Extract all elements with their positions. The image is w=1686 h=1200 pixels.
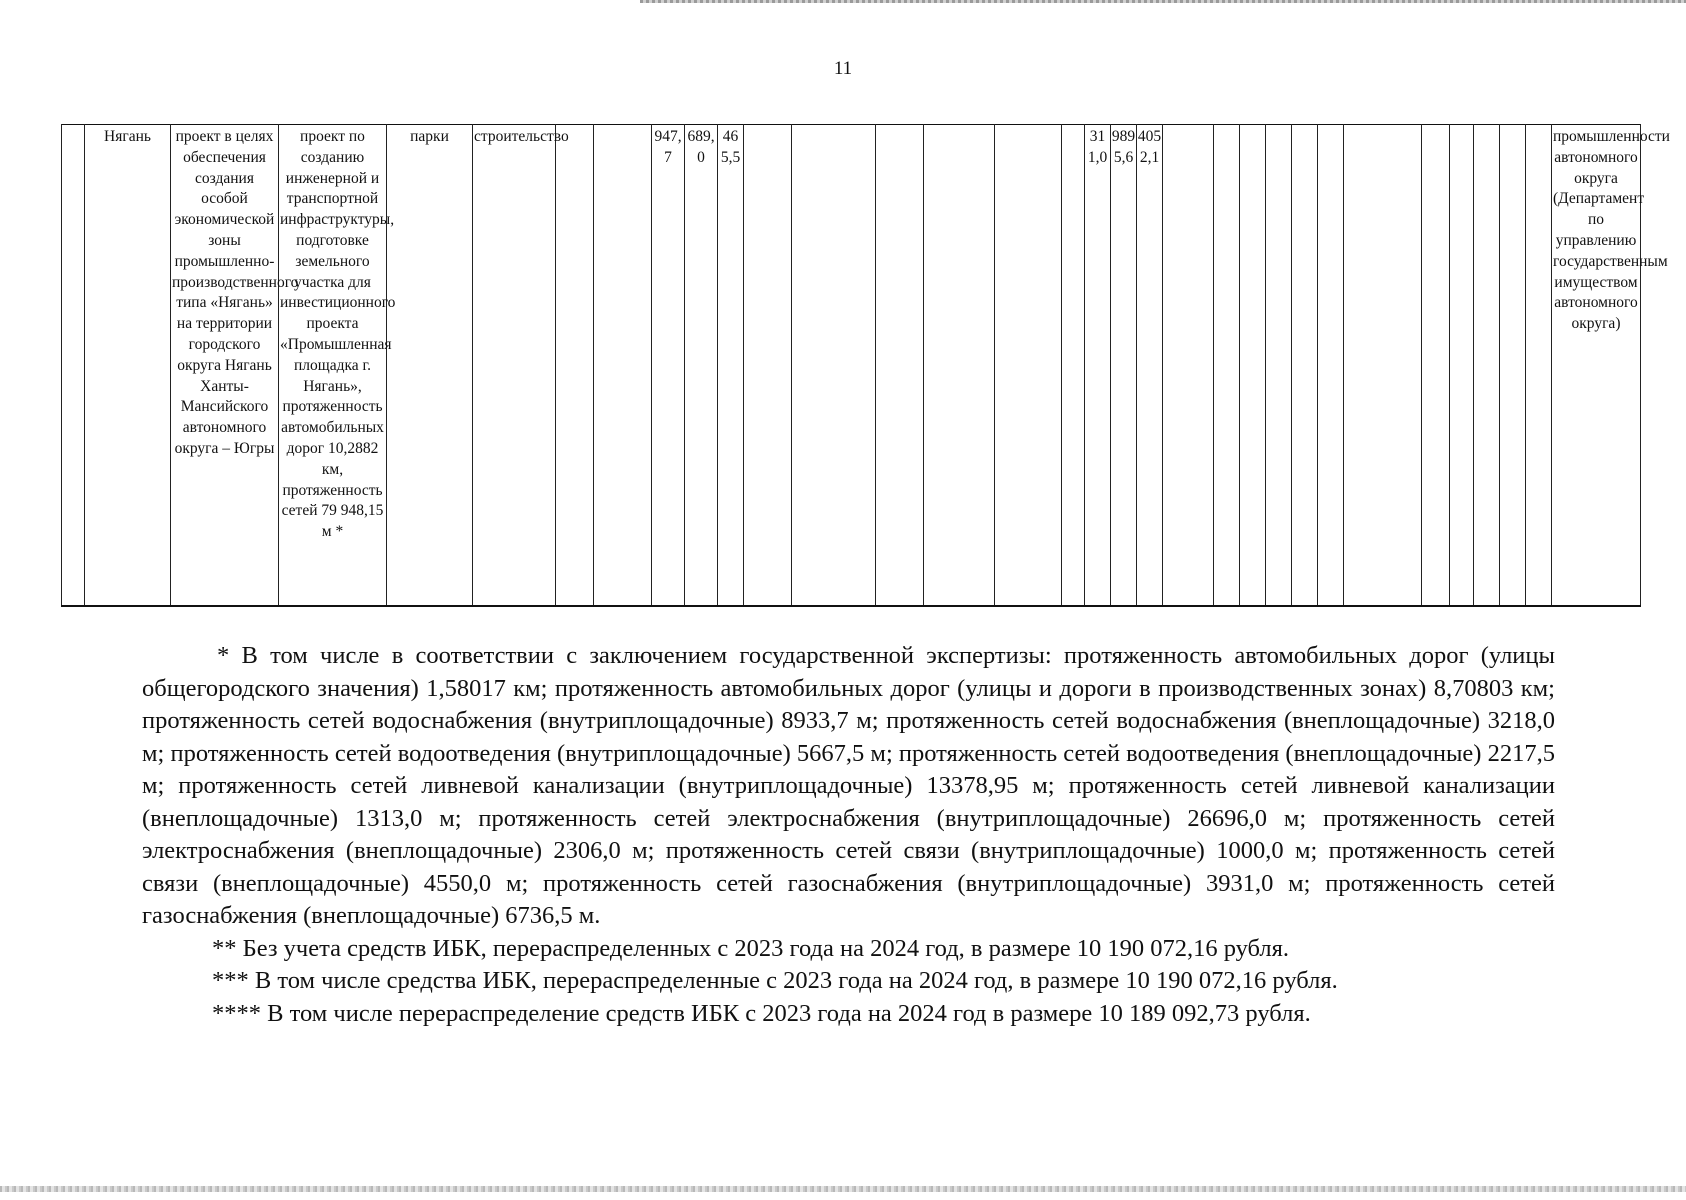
cell-value-a: 947,7 [652,125,685,607]
table-cell-empty [1422,125,1450,607]
cell-category: парки [387,125,473,607]
table-cell-empty [1214,125,1240,607]
table-cell-empty [1266,125,1292,607]
cell-project-goal: проект в целях обеспечения создания особой экономической зоны промышленно-производственного типа «Нягань» на территории городского округа Нягань Ханты-Мансийского автономного округа – Югры [171,125,279,607]
table-cell-empty [1450,125,1474,607]
table-cell-empty [1474,125,1500,607]
table-cell-empty [594,125,652,607]
table-cell-empty [1292,125,1318,607]
table-cell-empty [1526,125,1552,607]
footnote-length-details: * В том числе в соответствии с заключением государственной экспертизы: протяженность автомобильных дорог (улицы общегородского значения) 1,58017 км; протяженность автомобильных дорог (улицы и дороги в производственных зонах) 8,70803 км; протяженность сетей водоснабжения (внутриплощадочные) 8933,7 м; протяженность сетей водоснабжения (внеплощадочные) 3218,0 м; протяженность сетей водоотведения (внутриплощадочные) 5667,5 м; протяженность сетей водоотведения (внеплощадочные) 2217,5 м; протяженность сетей ливневой канализации (внутриплощадочные) 13378,95 м; протяженность сетей ливневой канализации (внеплощадочные) 1313,0 м; протяженность сетей электроснабжения (внутриплощадочные) 26696,0 м; протяженность сетей электроснабжения (внеплощадочные) 2306,0 м; протяженность сетей связи (внутриплощадочные) 1000,0 м; протяженность сетей связи (внеплощадочные) 4550,0 м; протяженность сетей газоснабжения (внутриплощадочные) 3931,0 м; протяженность сетей газоснабжения (внеплощадочные) 6736,5 м. [142,642,1555,929]
page-number: 11 [833,58,853,79]
footnote-ibk-included: *** В том числе средства ИБК, перераспределенные с 2023 года на 2024 год, в размере 10 190 072,16 рубля. [212,967,1338,994]
table-cell-empty [1500,125,1526,607]
scan-edge-bottom [0,1186,1686,1192]
table-row [62,125,1641,607]
data-table [61,124,1670,607]
footnotes [142,640,1555,1030]
cell-value-b: 689,0 [685,125,718,607]
table-cell-empty [1344,125,1422,607]
table-cell-empty [924,125,995,607]
cell-value-d: 311,0 [1085,125,1111,607]
table-cell-empty [876,125,924,607]
cell-value-e: 9895,6 [1111,125,1137,607]
footnote-ibk-excluded: ** Без учета средств ИБК, перераспределенных с 2023 года на 2024 год, в размере 10 190 072,16 рубля. [212,934,1290,962]
table-cell-empty [1240,125,1266,607]
footnote-ibk-redistribution: **** В том числе перераспределение средств ИБК с 2023 года на 2024 год в размере 10 189 092,73 рубля. [212,999,1311,1027]
scan-edge-top [640,0,1686,3]
cell-locality: Нягань [85,125,171,607]
table-cell-empty [556,125,594,607]
table-cell-empty [62,125,85,607]
cell-responsible: промышленности автономного округа (Департамент по управлению государственным имуществом автономного округа) [1552,125,1641,607]
cell-project-name: проект по созданию инженерной и транспортной инфраструктуры, подготовке земельного участка для инвестиционного проекта «Промышленная площадка г. Нягань», протяженность автомобильных дорог 10,2882 км, протяженность сетей 79 948,15 м * [279,125,387,607]
table-cell-empty [1062,125,1085,607]
table-cell-empty [792,125,876,607]
table-cell-empty [995,125,1062,607]
cell-work-type: строительство [473,125,556,607]
table-cell-empty [1163,125,1214,607]
cell-value-c: 465,5 [718,125,744,607]
table-cell-empty [744,125,792,607]
cell-value-f: 4052,1 [1137,125,1163,607]
table-cell-empty [1318,125,1344,607]
